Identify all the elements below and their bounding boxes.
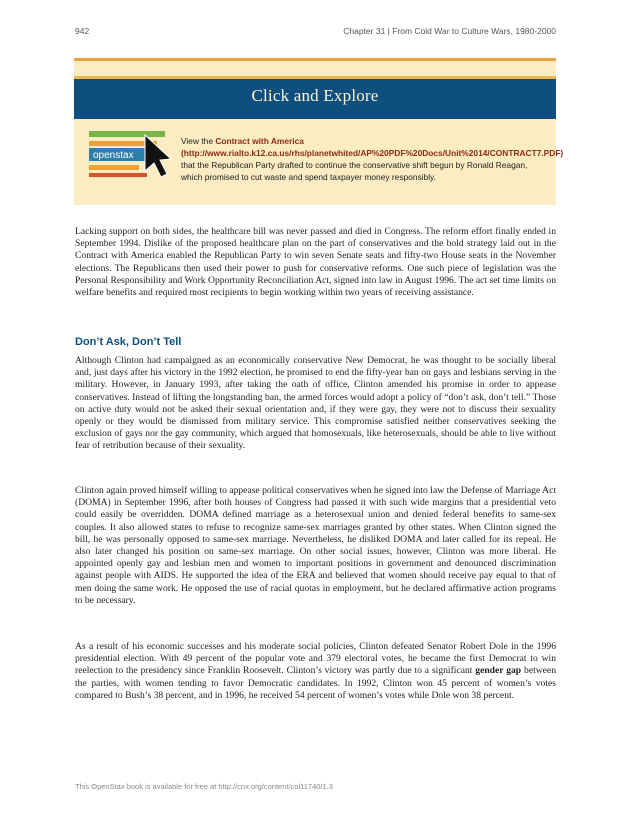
click-and-explore-box: [74, 58, 564, 205]
page-number: 942: [75, 26, 90, 36]
footer-note: This OpenStax book is available for free at http://cnx.org/content/col11740/1.3: [75, 782, 333, 791]
cursor-arrow-icon: [145, 135, 171, 177]
feature-text-rest: that the Republican Party drafted to continue the conservative shift begun by Ronald Reagan, which promised to cut waste and spend taxpayer money responsibly.: [181, 160, 528, 182]
dadt-paragraph: Although Clinton had campaigned as an economically conservative New Democrat, he was thought to be socially liberal and, just days after his victory in the 1992 election, he promised to end the fifty-year ban on gays and lesbians serving in the military. However, in January 1993, after taking the oath of office, Clinton amended his promise in order to appease conservatives. Instead of lifting the longstanding ban, the armed forces would adopt a policy of “don’t ask, don’t tell.” Those on active duty would not be asked their sexual orientation and, if they were gay, they were not to discuss their sexuality openly or they would be dismissed from military service. This compromise satisfied neither conservatives seeking the exclusion of gays nor the gay community, which argued that homosexuals, like heterosexuals, should be able to live without fear of retribution because of their sexuality.: [75, 355, 556, 452]
openstax-cursor-logo: [89, 131, 189, 187]
contract-with-america-link[interactable]: Contract with America (http://www.rialto.k12.ca.us/rhs/planetwhited/AP%20PDF%20Docs/Unit%2014/CONTRACT7.PDF): [181, 136, 564, 158]
doma-paragraph: Clinton again proved himself willing to appease political conservatives when he signed into law the Defense of Marriage Act (DOMA) in September 1996, after both houses of Congress had passed it with such wide margins that a presidential veto could easily be overridden. DOMA defined marriage as a heterosexual union and denied federal benefits to same-sex couples. It also allowed states to refuse to recognize same-sex marriages granted by other states. When Clinton signed the bill, he was personally opposed to same-sex marriage. Nevertheless, he disliked DOMA and later called for its repeal. He also later changed his position on same-sex marriage. On other social issues, however, Clinton was more liberal. He appointed openly gay and lesbian men and women to important positions in government and denounced discrimination against people with AIDS. He supported the idea of the ERA and believed that women should receive pay equal to that of men doing the same work. He opposed the use of racial quotas in employment, but he declared affirmative action programs to be necessary.: [75, 485, 556, 606]
feature-description: [181, 135, 564, 183]
section-title: Don’t Ask, Don’t Tell: [75, 336, 182, 348]
logo-stripe-red: [89, 173, 147, 177]
feature-text-intro: View the: [181, 136, 216, 146]
chapter-header: Chapter 31 | From Cold War to Culture Wars, 1980-2000: [343, 26, 556, 36]
healthcare-paragraph: Lacking support on both sides, the healthcare bill was never passed and died in Congress. The reform effort finally ended in September 1994. Dislike of the proposed healthcare plan on the part of conservatives and the bold strategy laid out in the Contract with America enabled the Republican Party to win seven Senate seats and fifty-two House seats in the November elections. The Republicans then used their power to push for conservative reforms. One such piece of legislation was the Personal Responsibility and Work Opportunity Reconciliation Act, signed into law in August 1996. The act set time limits on welfare benefits and required most recipients to begin working within two years of receiving assistance.: [75, 226, 556, 299]
election-paragraph: [75, 641, 556, 702]
election-text-part1: As a result of his economic successes and his moderate social policies, Clinton defeated Senator Robert Dole in the 1996 presidential election. With 49 percent of the popular vote and 379 electoral votes, he became the first Democrat to win reelection to the presidency since Franklin Roosevelt. Clinton’s victory was partly due to a significant: [75, 641, 556, 677]
logo-stripe-green: [89, 131, 165, 137]
election-text-part2: between the parties, with women tending to favor Democratic candidates. In 1992, Clinton won 45 percent of women’s votes compared to Bush’s 38 percent, and in 1996, he received 54 percent of women’s votes while Dole won 38 percent.: [75, 665, 556, 701]
feature-banner: [74, 76, 556, 119]
logo-text: openstax: [93, 150, 134, 161]
gender-gap-term: gender gap: [475, 665, 522, 677]
logo-stripe-yellow: [89, 165, 139, 170]
feature-title: Click and Explore: [251, 86, 379, 105]
